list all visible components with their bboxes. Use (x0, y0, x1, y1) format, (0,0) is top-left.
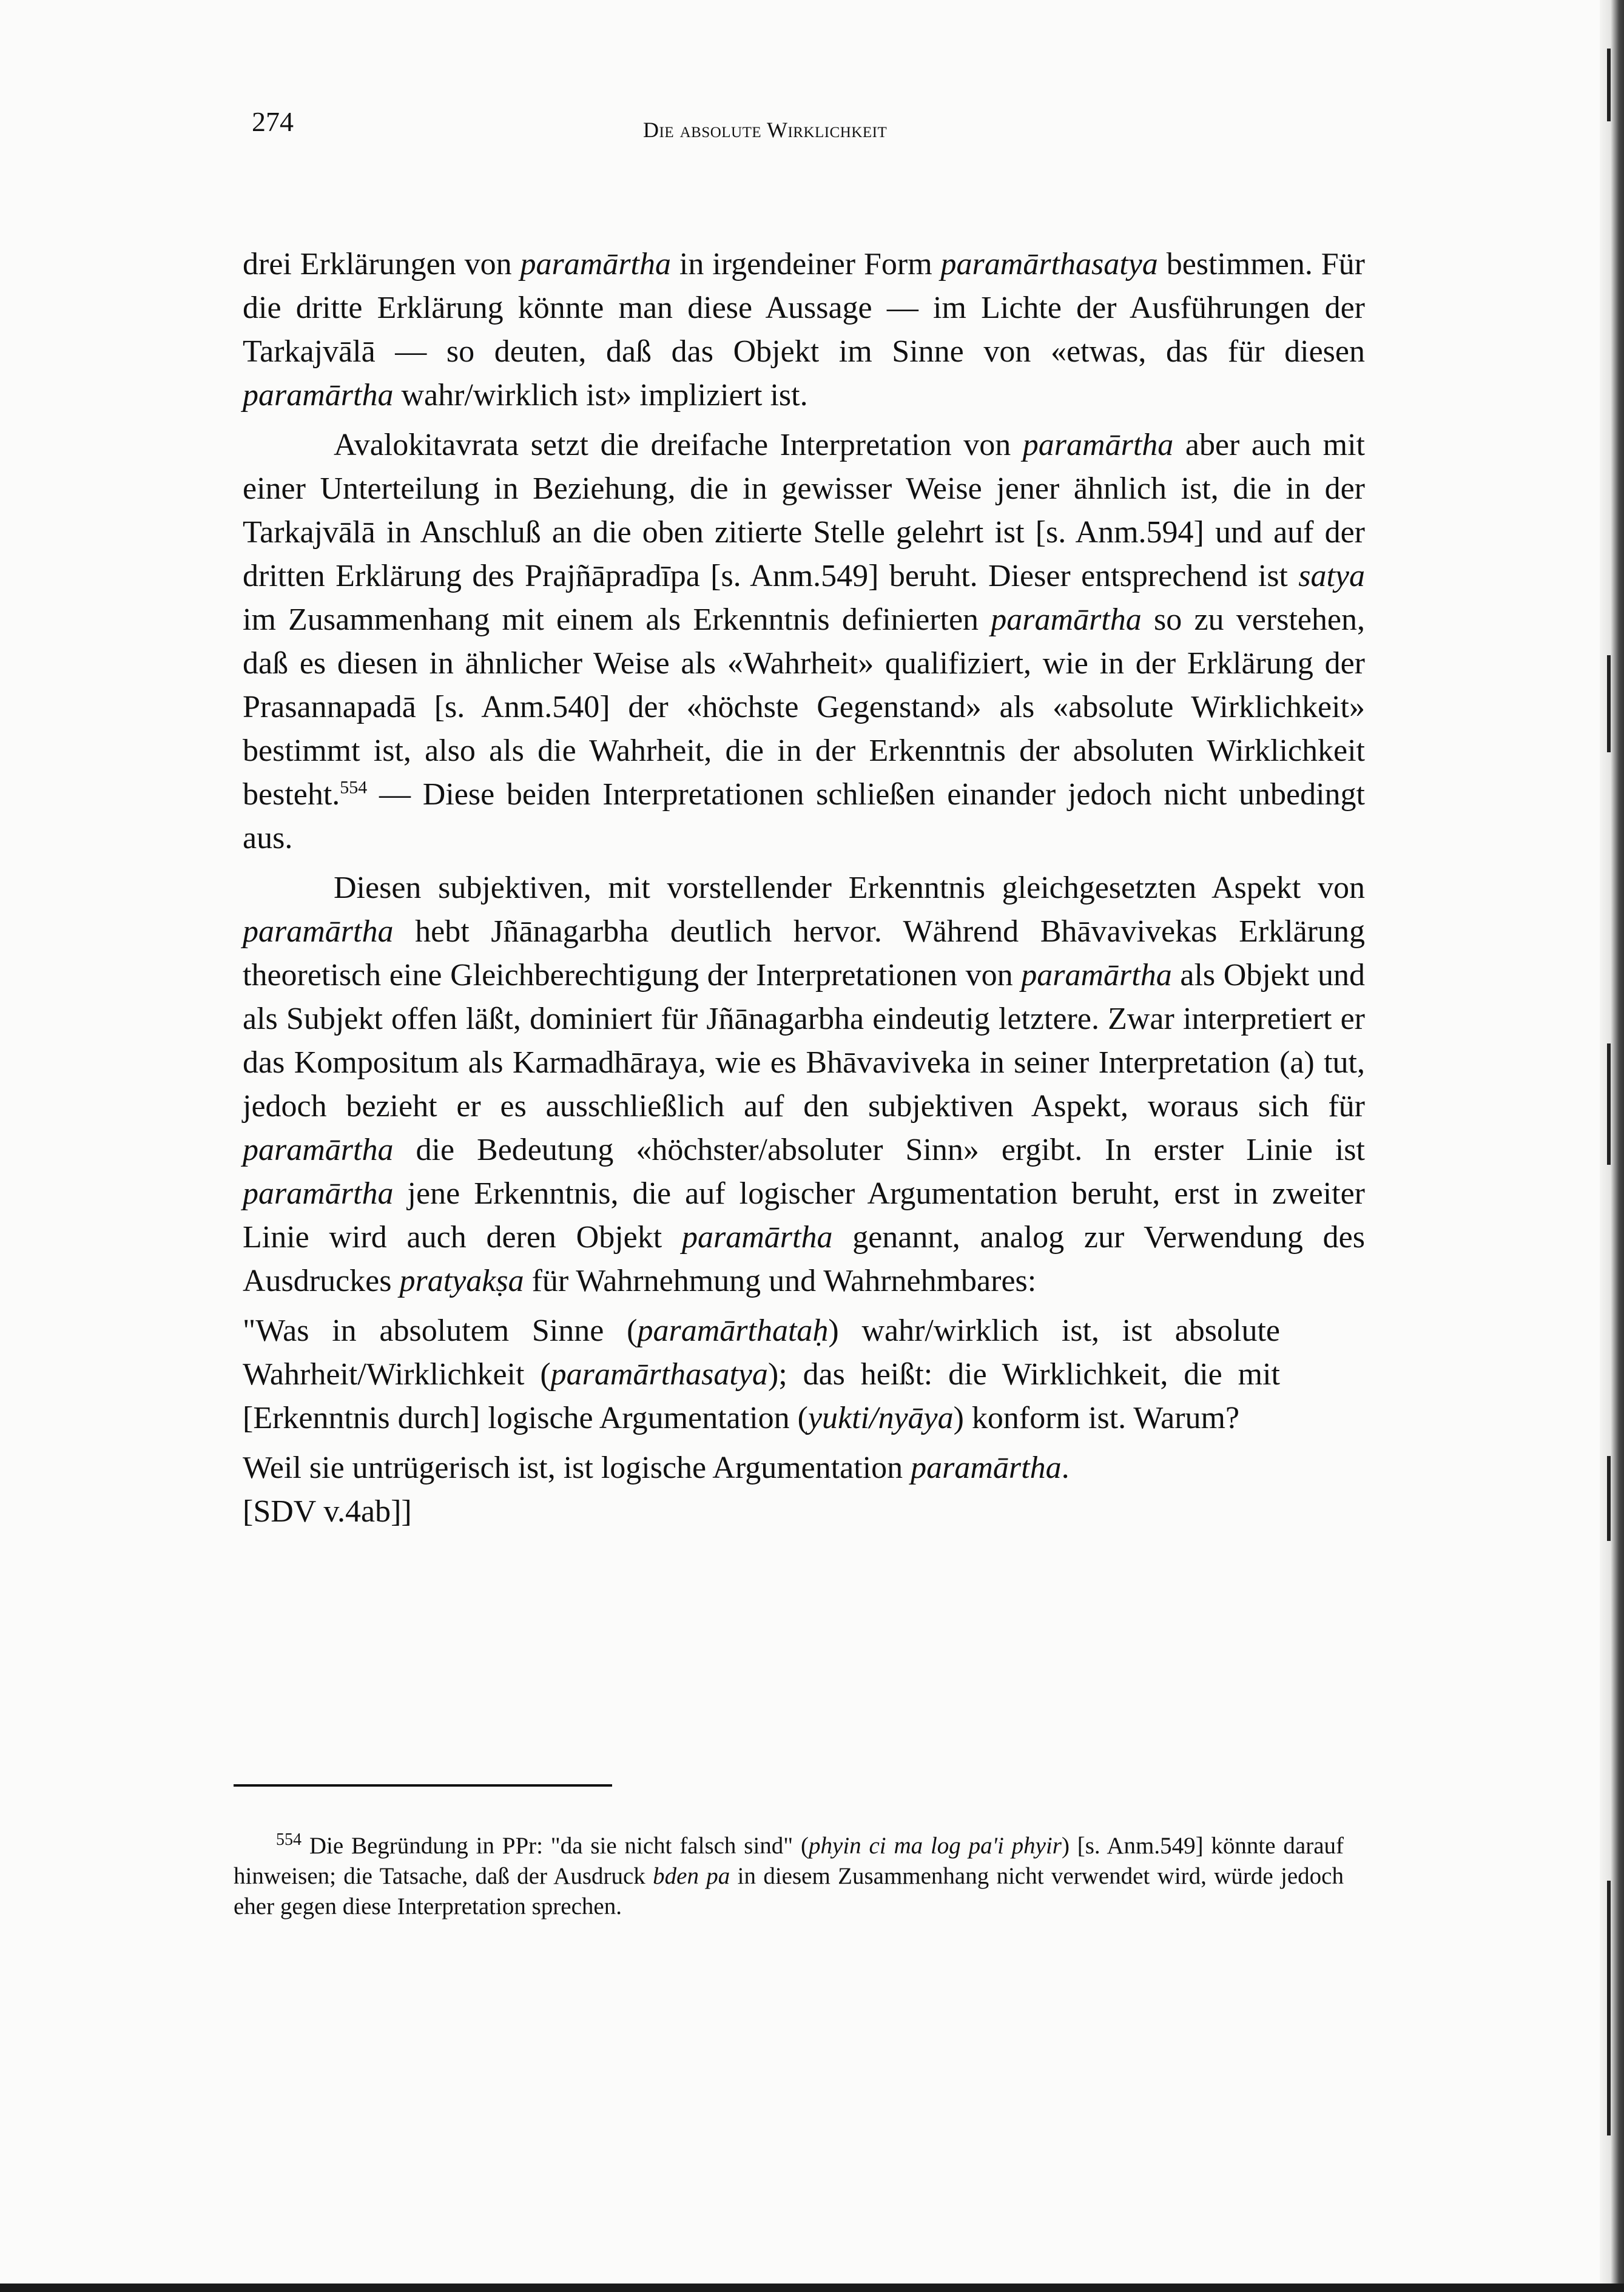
italic-term: paramārtha (243, 914, 394, 949)
text-run: genannt, analog zur Verwendung des Ausdruckes (243, 1220, 1366, 1298)
text-run: ) [s. Anm.549] könnte darauf hinweisen; die Tatsache, daß der Ausdruck (234, 1833, 1344, 1889)
text-run: im Zusammenhang mit einem als Erkenntnis definierten (243, 602, 991, 637)
italic-term: paramārtha (520, 247, 672, 281)
italic-term: pratyakṣa (399, 1264, 524, 1298)
text-run: so zu verstehen, daß es diesen in ähnlicher Weise als «Wahrheit» qualifiziert, wie in der Erklärung der Prasannapadā [s. Anm.540] der «höchste Gegenstand» als «absolute Wirklichkeit» bestimmt ist, also als die Wahrheit, die in der Erkenntnis der absoluten Wirklichkeit besteht. (243, 602, 1365, 812)
block-quote-continuation (243, 1446, 1231, 1534)
scan-edge-mark (1607, 1881, 1611, 2135)
text-run: bestimmen. Für die dritte Erklärung könnte man diese Aussage — im Lichte der Ausführungen der Tarkajvālā — so deuten, daß das Objekt im Sinne von «etwas, das für diesen (243, 247, 1365, 369)
italic-term: bden pa (653, 1863, 730, 1889)
text-run: Avalokitavrata setzt die dreifache Interpretation von (334, 428, 1023, 462)
italic-term: yukti/nyāya (807, 1401, 954, 1435)
italic-term: paramārtha (1022, 428, 1174, 462)
scan-edge-shadow (1600, 0, 1624, 2292)
text-run: in diesem Zusammenhang nicht verwendet wird, würde jedoch eher gegen diese Interpretation sprechen. (234, 1863, 1344, 1920)
scan-edge-mark (1607, 1456, 1611, 1541)
text-run: in irgendeiner Form (671, 247, 941, 281)
text-run: drei Erklärungen von (243, 247, 521, 281)
italic-term: paramārtha (911, 1451, 1062, 1485)
text-run: wahr/wirklich ist» impliziert ist. (393, 378, 808, 413)
footnote-reference[interactable]: 554 (340, 777, 368, 798)
italic-term: paramārtha (1021, 958, 1172, 993)
footnote-number: 554 (276, 1830, 302, 1849)
italic-term: paramārtha (681, 1220, 833, 1255)
scan-bottom-band (0, 2284, 1624, 2292)
italic-term: paramārthataḥ (637, 1313, 829, 1348)
running-title: Die absolute Wirklichkeit (643, 118, 888, 142)
text-run: die Bedeutung «höchster/absoluter Sinn» ergibt. In erster Linie ist (393, 1133, 1365, 1167)
scan-edge-mark (1607, 655, 1611, 752)
text-run: . (1061, 1451, 1070, 1485)
italic-term: paramārtha (991, 602, 1142, 637)
italic-term: paramārtha (243, 1133, 394, 1167)
scan-edge-mark (1607, 1043, 1611, 1165)
text-run: ) konform ist. Warum? (953, 1401, 1240, 1435)
scan-edge-mark (1607, 49, 1611, 121)
italic-term: paramārthasatya (940, 247, 1158, 281)
text-run: ); das heißt: die Wirklichkeit, die mit [Erkenntnis durch] logische Argumentation ( (243, 1357, 1281, 1435)
text-run: ) wahr/wirklich ist, ist absolute Wahrheit/Wirklichkeit ( (243, 1313, 1280, 1392)
text-run: als Objekt und als Subjekt offen läßt, dominiert für Jñānagarbha eindeutig letztere. Zwar interpretiert er das Kompositum als Karmadhāraya, wie es Bhāvaviveka in seiner Interpretation (a) tut, jedoch bezieht er es ausschließlich auf den subjektiven Aspekt, woraus sich für (243, 958, 1365, 1124)
italic-term: phyin ci ma log pa'i phyir (809, 1833, 1062, 1859)
page-number: 274 (252, 106, 294, 137)
paragraph-1 (243, 243, 1365, 417)
paragraph-2 (243, 423, 1365, 860)
text-run: Die Begründung in PPr: "da sie nicht falsch sind" ( (302, 1833, 809, 1859)
citation: [SDV v.4ab]] (243, 1494, 412, 1529)
italic-term: paramārtha (243, 378, 394, 413)
text-run: "Was in absolutem Sinne ( (243, 1313, 638, 1348)
footnote-554 (234, 1831, 1344, 1922)
text-run: für Wahrnehmung und Wahrnehmbares: (524, 1264, 1037, 1298)
text-run: jene Erkenntnis, die auf logischer Argumentation beruht, erst in zweiter Linie wird auch deren Objekt (243, 1176, 1365, 1255)
text-run: — Diese beiden Interpretationen schließen einander jedoch nicht unbedingt aus. (243, 777, 1365, 855)
paragraph-3 (243, 866, 1365, 1303)
footnote-separator (234, 1784, 612, 1787)
italic-term: paramārtha (243, 1176, 394, 1211)
block-quote (243, 1309, 1280, 1440)
italic-term: satya (1298, 559, 1365, 593)
text-run: aber auch mit einer Unterteilung in Beziehung, die in gewisser Weise jener ähnlich ist, die in der Tarkajvālā in Anschluß an die oben zitierte Stelle gelehrt ist [s. Anm.594] und auf der dritten Erklärung des Prajñāpradīpa [s. Anm.549] beruht. Dieser entsprechend ist (243, 428, 1365, 593)
text-run: Weil sie untrügerisch ist, ist logische Argumentation (243, 1451, 911, 1485)
italic-term: paramārthasatya (550, 1357, 768, 1392)
text-run: Diesen subjektiven, mit vorstellender Erkenntnis gleichgesetzten Aspekt von (334, 871, 1365, 905)
body-text (243, 243, 1365, 1534)
text-run: hebt Jñānagarbha deutlich hervor. Während Bhāvavivekas Erklärung theoretisch eine Gleichberechtigung der Interpretationen von (243, 914, 1365, 993)
